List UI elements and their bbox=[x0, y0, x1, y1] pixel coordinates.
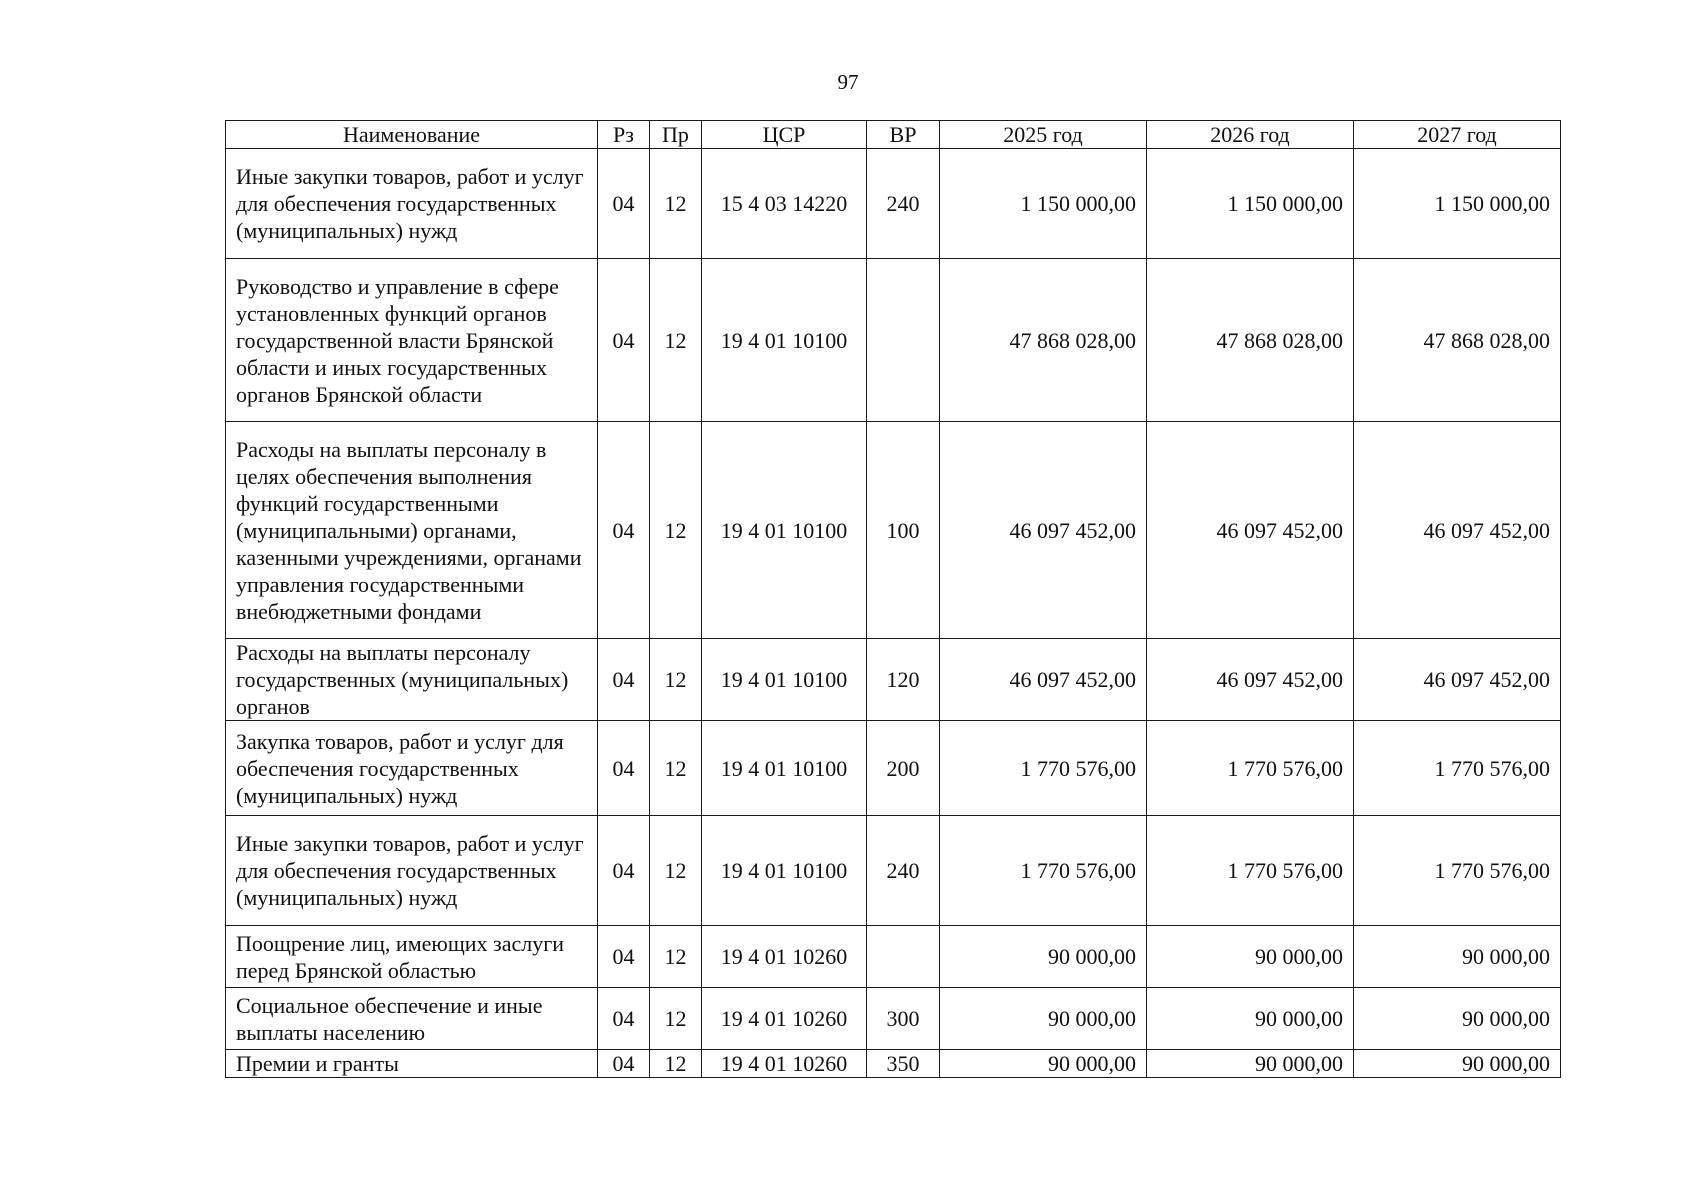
header-rz: Рз bbox=[598, 121, 650, 149]
cell-csr: 15 4 03 14220 bbox=[702, 149, 867, 259]
cell-rz: 04 bbox=[598, 422, 650, 639]
cell-2025: 1 770 576,00 bbox=[940, 721, 1147, 816]
cell-vr: 200 bbox=[867, 721, 940, 816]
cell-2025: 46 097 452,00 bbox=[940, 639, 1147, 721]
page-number: 97 bbox=[837, 70, 859, 94]
cell-pr: 12 bbox=[650, 1050, 702, 1078]
cell-2026: 46 097 452,00 bbox=[1147, 422, 1354, 639]
cell-2026: 46 097 452,00 bbox=[1147, 639, 1354, 721]
cell-csr: 19 4 01 10100 bbox=[702, 721, 867, 816]
cell-rz: 04 bbox=[598, 259, 650, 422]
cell-2027: 1 770 576,00 bbox=[1354, 816, 1561, 926]
cell-name: Руководство и управление в сфере установленных функций органов государственной власти Брянской области и иных государственных органов Брянской области bbox=[226, 259, 598, 422]
header-2027: 2027 год bbox=[1354, 121, 1561, 149]
cell-vr bbox=[867, 259, 940, 422]
cell-2025: 47 868 028,00 bbox=[940, 259, 1147, 422]
cell-2025: 1 770 576,00 bbox=[940, 816, 1147, 926]
cell-name: Премии и гранты bbox=[226, 1050, 598, 1078]
cell-2025: 90 000,00 bbox=[940, 988, 1147, 1050]
cell-vr: 350 bbox=[867, 1050, 940, 1078]
cell-2027: 47 868 028,00 bbox=[1354, 259, 1561, 422]
cell-vr: 300 bbox=[867, 988, 940, 1050]
header-2026: 2026 год bbox=[1147, 121, 1354, 149]
cell-csr: 19 4 01 10100 bbox=[702, 422, 867, 639]
cell-vr: 240 bbox=[867, 149, 940, 259]
cell-vr bbox=[867, 926, 940, 988]
cell-2025: 90 000,00 bbox=[940, 1050, 1147, 1078]
table-row bbox=[226, 639, 1561, 721]
cell-pr: 12 bbox=[650, 259, 702, 422]
header-csr: ЦСР bbox=[702, 121, 867, 149]
table-header-row bbox=[226, 121, 1561, 149]
cell-2026: 1 150 000,00 bbox=[1147, 149, 1354, 259]
cell-csr: 19 4 01 10100 bbox=[702, 259, 867, 422]
cell-pr: 12 bbox=[650, 988, 702, 1050]
cell-2026: 47 868 028,00 bbox=[1147, 259, 1354, 422]
table-row bbox=[226, 1050, 1561, 1078]
cell-csr: 19 4 01 10260 bbox=[702, 926, 867, 988]
cell-rz: 04 bbox=[598, 1050, 650, 1078]
cell-2027: 46 097 452,00 bbox=[1354, 639, 1561, 721]
cell-csr: 19 4 01 10100 bbox=[702, 816, 867, 926]
cell-name: Расходы на выплаты персоналу государственных (муниципальных) органов bbox=[226, 639, 598, 721]
cell-2025: 90 000,00 bbox=[940, 926, 1147, 988]
cell-csr: 19 4 01 10100 bbox=[702, 639, 867, 721]
cell-2025: 46 097 452,00 bbox=[940, 422, 1147, 639]
cell-vr: 240 bbox=[867, 816, 940, 926]
cell-2025: 1 150 000,00 bbox=[940, 149, 1147, 259]
cell-2026: 90 000,00 bbox=[1147, 988, 1354, 1050]
table-row bbox=[226, 816, 1561, 926]
cell-pr: 12 bbox=[650, 816, 702, 926]
cell-csr: 19 4 01 10260 bbox=[702, 988, 867, 1050]
cell-pr: 12 bbox=[650, 149, 702, 259]
cell-rz: 04 bbox=[598, 926, 650, 988]
cell-pr: 12 bbox=[650, 926, 702, 988]
cell-vr: 120 bbox=[867, 639, 940, 721]
header-name: Наименование bbox=[226, 121, 598, 149]
cell-csr: 19 4 01 10260 bbox=[702, 1050, 867, 1078]
cell-name: Иные закупки товаров, работ и услуг для обеспечения государственных (муниципальных) нужд bbox=[226, 149, 598, 259]
table-row bbox=[226, 926, 1561, 988]
cell-rz: 04 bbox=[598, 816, 650, 926]
table-row bbox=[226, 721, 1561, 816]
cell-rz: 04 bbox=[598, 988, 650, 1050]
cell-pr: 12 bbox=[650, 721, 702, 816]
budget-table bbox=[225, 120, 1561, 1078]
cell-2026: 1 770 576,00 bbox=[1147, 816, 1354, 926]
cell-2027: 90 000,00 bbox=[1354, 926, 1561, 988]
cell-2027: 90 000,00 bbox=[1354, 988, 1561, 1050]
header-pr: Пр bbox=[650, 121, 702, 149]
table-row bbox=[226, 988, 1561, 1050]
table-row bbox=[226, 259, 1561, 422]
cell-name: Иные закупки товаров, работ и услуг для обеспечения государственных (муниципальных) нужд bbox=[226, 816, 598, 926]
cell-2027: 1 770 576,00 bbox=[1354, 721, 1561, 816]
header-2025: 2025 год bbox=[940, 121, 1147, 149]
cell-rz: 04 bbox=[598, 639, 650, 721]
cell-2026: 1 770 576,00 bbox=[1147, 721, 1354, 816]
cell-pr: 12 bbox=[650, 639, 702, 721]
cell-2027: 90 000,00 bbox=[1354, 1050, 1561, 1078]
cell-pr: 12 bbox=[650, 422, 702, 639]
cell-name: Закупка товаров, работ и услуг для обеспечения государственных (муниципальных) нужд bbox=[226, 721, 598, 816]
table-row bbox=[226, 149, 1561, 259]
cell-2026: 90 000,00 bbox=[1147, 1050, 1354, 1078]
cell-vr: 100 bbox=[867, 422, 940, 639]
cell-2027: 1 150 000,00 bbox=[1354, 149, 1561, 259]
cell-2026: 90 000,00 bbox=[1147, 926, 1354, 988]
header-vr: ВР bbox=[867, 121, 940, 149]
cell-name: Поощрение лиц, имеющих заслуги перед Брянской областью bbox=[226, 926, 598, 988]
cell-name: Социальное обеспечение и иные выплаты населению bbox=[226, 988, 598, 1050]
cell-rz: 04 bbox=[598, 149, 650, 259]
cell-name: Расходы на выплаты персоналу в целях обеспечения выполнения функций государственными (муниципальными) органами, казенными учреждениями, органами управления государственными внебюджетными фондами bbox=[226, 422, 598, 639]
cell-2027: 46 097 452,00 bbox=[1354, 422, 1561, 639]
table-row bbox=[226, 422, 1561, 639]
cell-rz: 04 bbox=[598, 721, 650, 816]
